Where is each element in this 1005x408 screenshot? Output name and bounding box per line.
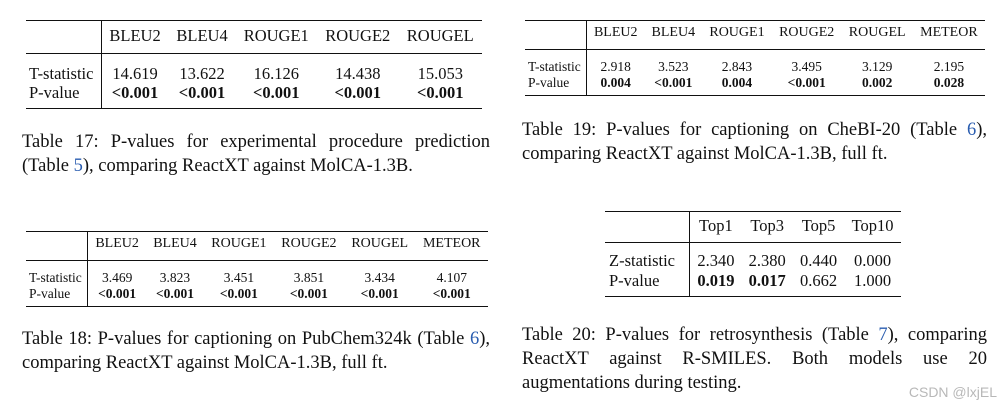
watermark: CSDN @lxjEL	[908, 384, 997, 400]
table-20-col-header: Top10	[851, 216, 894, 235]
table-cell: <0.001	[155, 286, 195, 301]
table-18-col-header: BLEU4	[153, 236, 197, 251]
table-18-col-header: ROUGE2	[281, 236, 337, 251]
row-label: Z-statistic	[605, 243, 690, 272]
table-cell: 0.028	[933, 75, 965, 90]
row-label: P-value	[26, 83, 101, 109]
table-cell: 2.843	[721, 59, 753, 74]
table-19-col-header: ROUGE2	[779, 25, 835, 40]
table-cell: <0.001	[253, 83, 300, 102]
table-cell: 0.002	[861, 75, 893, 90]
table-row	[605, 243, 901, 272]
table-17-col-header: ROUGE1	[243, 26, 309, 45]
table-18-grid	[26, 231, 488, 307]
table-cell: 2.918	[600, 59, 631, 74]
table-cell: <0.001	[289, 286, 328, 301]
table-20	[605, 211, 901, 297]
table-18	[26, 231, 488, 307]
table-19-corner	[525, 21, 586, 50]
table-19	[525, 20, 985, 96]
table-row	[26, 83, 482, 109]
table-cell: 0.000	[854, 251, 892, 270]
table-18-col-header: ROUGEL	[351, 236, 409, 251]
table-cell: 3.823	[159, 270, 191, 285]
table-19-col-header: BLEU4	[651, 25, 696, 40]
table-20-col-header: Top5	[801, 216, 836, 235]
table-cell: 2.195	[933, 59, 965, 74]
table-17-col-header: BLEU2	[109, 26, 161, 45]
table-cell: 3.469	[101, 270, 133, 285]
table-cell: <0.001	[416, 83, 464, 102]
table-row	[525, 50, 985, 76]
table-cell: 3.434	[364, 270, 395, 285]
table-ref-link[interactable]: 7	[878, 325, 888, 345]
table-cell: <0.001	[219, 286, 258, 301]
row-label: T-statistic	[26, 54, 101, 84]
caption-text: Table 19: P-values for captioning on CheBI-20 (Table	[522, 120, 967, 140]
table-17-caption	[22, 130, 490, 178]
table-19-col-header: ROUGE1	[709, 25, 765, 40]
table-cell: 0.004	[600, 75, 631, 90]
table-20-corner	[605, 212, 690, 243]
table-20-grid	[605, 211, 901, 297]
table-19-col-header: ROUGEL	[848, 25, 906, 40]
table-18-corner	[26, 232, 88, 261]
table-cell: 4.107	[436, 270, 467, 285]
table-17-col-header: ROUGE2	[325, 26, 391, 45]
table-17-header-row	[26, 21, 482, 54]
table-cell: 3.523	[658, 59, 689, 74]
table-ref-link[interactable]: 6	[469, 329, 480, 349]
table-cell: 2.380	[748, 251, 786, 270]
table-cell: 3.851	[293, 270, 325, 285]
table-cell: 16.126	[253, 64, 299, 83]
table-cell: 1.000	[854, 271, 892, 290]
table-20-header-row	[605, 212, 901, 243]
table-row	[26, 286, 488, 307]
table-ref-link[interactable]: 6	[966, 120, 977, 140]
table-18-header-row	[26, 232, 488, 261]
table-cell: 0.017	[748, 271, 786, 290]
caption-text: ), comparing ReactXT against MolCA-1.3B.	[82, 156, 413, 176]
caption-text: ), comparing ReactXT against R-SMILES. Both models use 20 augmentations during testing.	[522, 325, 987, 393]
table-17	[26, 20, 482, 109]
caption-text: ), comparing ReactXT against MolCA-1.3B, full ft.	[522, 120, 987, 164]
table-cell: 3.129	[861, 59, 893, 74]
table-cell: <0.001	[178, 83, 226, 102]
table-17-col-header: ROUGEL	[406, 26, 474, 45]
table-cell: <0.001	[334, 83, 382, 102]
table-cell: 3.495	[791, 59, 822, 74]
table-cell: 14.438	[335, 64, 381, 83]
table-cell: 3.451	[223, 270, 255, 285]
table-cell: 2.340	[697, 251, 735, 270]
row-label: P-value	[525, 75, 586, 96]
table-cell: <0.001	[787, 75, 826, 90]
caption-text: ), comparing ReactXT against MolCA-1.3B, full ft.	[22, 329, 490, 373]
table-ref-link[interactable]: 5	[73, 156, 83, 176]
table-cell: <0.001	[432, 286, 471, 301]
table-cell: <0.001	[98, 286, 137, 301]
caption-text: Table 17: P-values for experimental procedure prediction (Table	[22, 132, 490, 176]
table-cell: 0.004	[721, 75, 753, 90]
table-row	[525, 75, 985, 96]
table-row	[26, 261, 488, 287]
row-label: P-value	[26, 286, 88, 307]
row-label: T-statistic	[26, 261, 88, 287]
table-cell: 13.622	[179, 64, 225, 83]
table-row	[605, 271, 901, 297]
table-18-col-header: ROUGE1	[211, 236, 267, 251]
table-19-grid	[525, 20, 985, 96]
table-cell: 0.019	[697, 271, 735, 290]
table-cell: 14.619	[112, 64, 158, 83]
table-cell: 15.053	[417, 64, 463, 83]
table-20-col-header: Top3	[750, 216, 785, 235]
table-19-col-header: BLEU2	[593, 25, 638, 40]
row-label: T-statistic	[525, 50, 586, 76]
table-19-header-row	[525, 21, 985, 50]
table-18-col-header: BLEU2	[95, 236, 139, 251]
table-17-col-header: BLEU4	[176, 26, 228, 45]
table-19-caption	[522, 118, 987, 166]
table-row	[26, 54, 482, 84]
row-label: P-value	[605, 271, 690, 297]
table-cell: 0.440	[799, 251, 838, 270]
table-18-caption	[22, 327, 490, 375]
table-20-col-header: Top1	[699, 216, 733, 235]
caption-text: Table 20: P-values for retrosynthesis (Table	[522, 325, 879, 345]
table-19-col-header: METEOR	[920, 25, 978, 40]
table-17-grid	[26, 20, 482, 109]
table-17-corner	[26, 21, 101, 54]
table-18-col-header: METEOR	[422, 236, 481, 251]
table-cell: <0.001	[654, 75, 693, 90]
table-cell: <0.001	[360, 286, 399, 301]
table-cell: 0.662	[799, 271, 838, 290]
caption-text: Table 18: P-values for captioning on PubChem324k (Table	[22, 329, 470, 349]
table-cell: <0.001	[111, 83, 159, 102]
